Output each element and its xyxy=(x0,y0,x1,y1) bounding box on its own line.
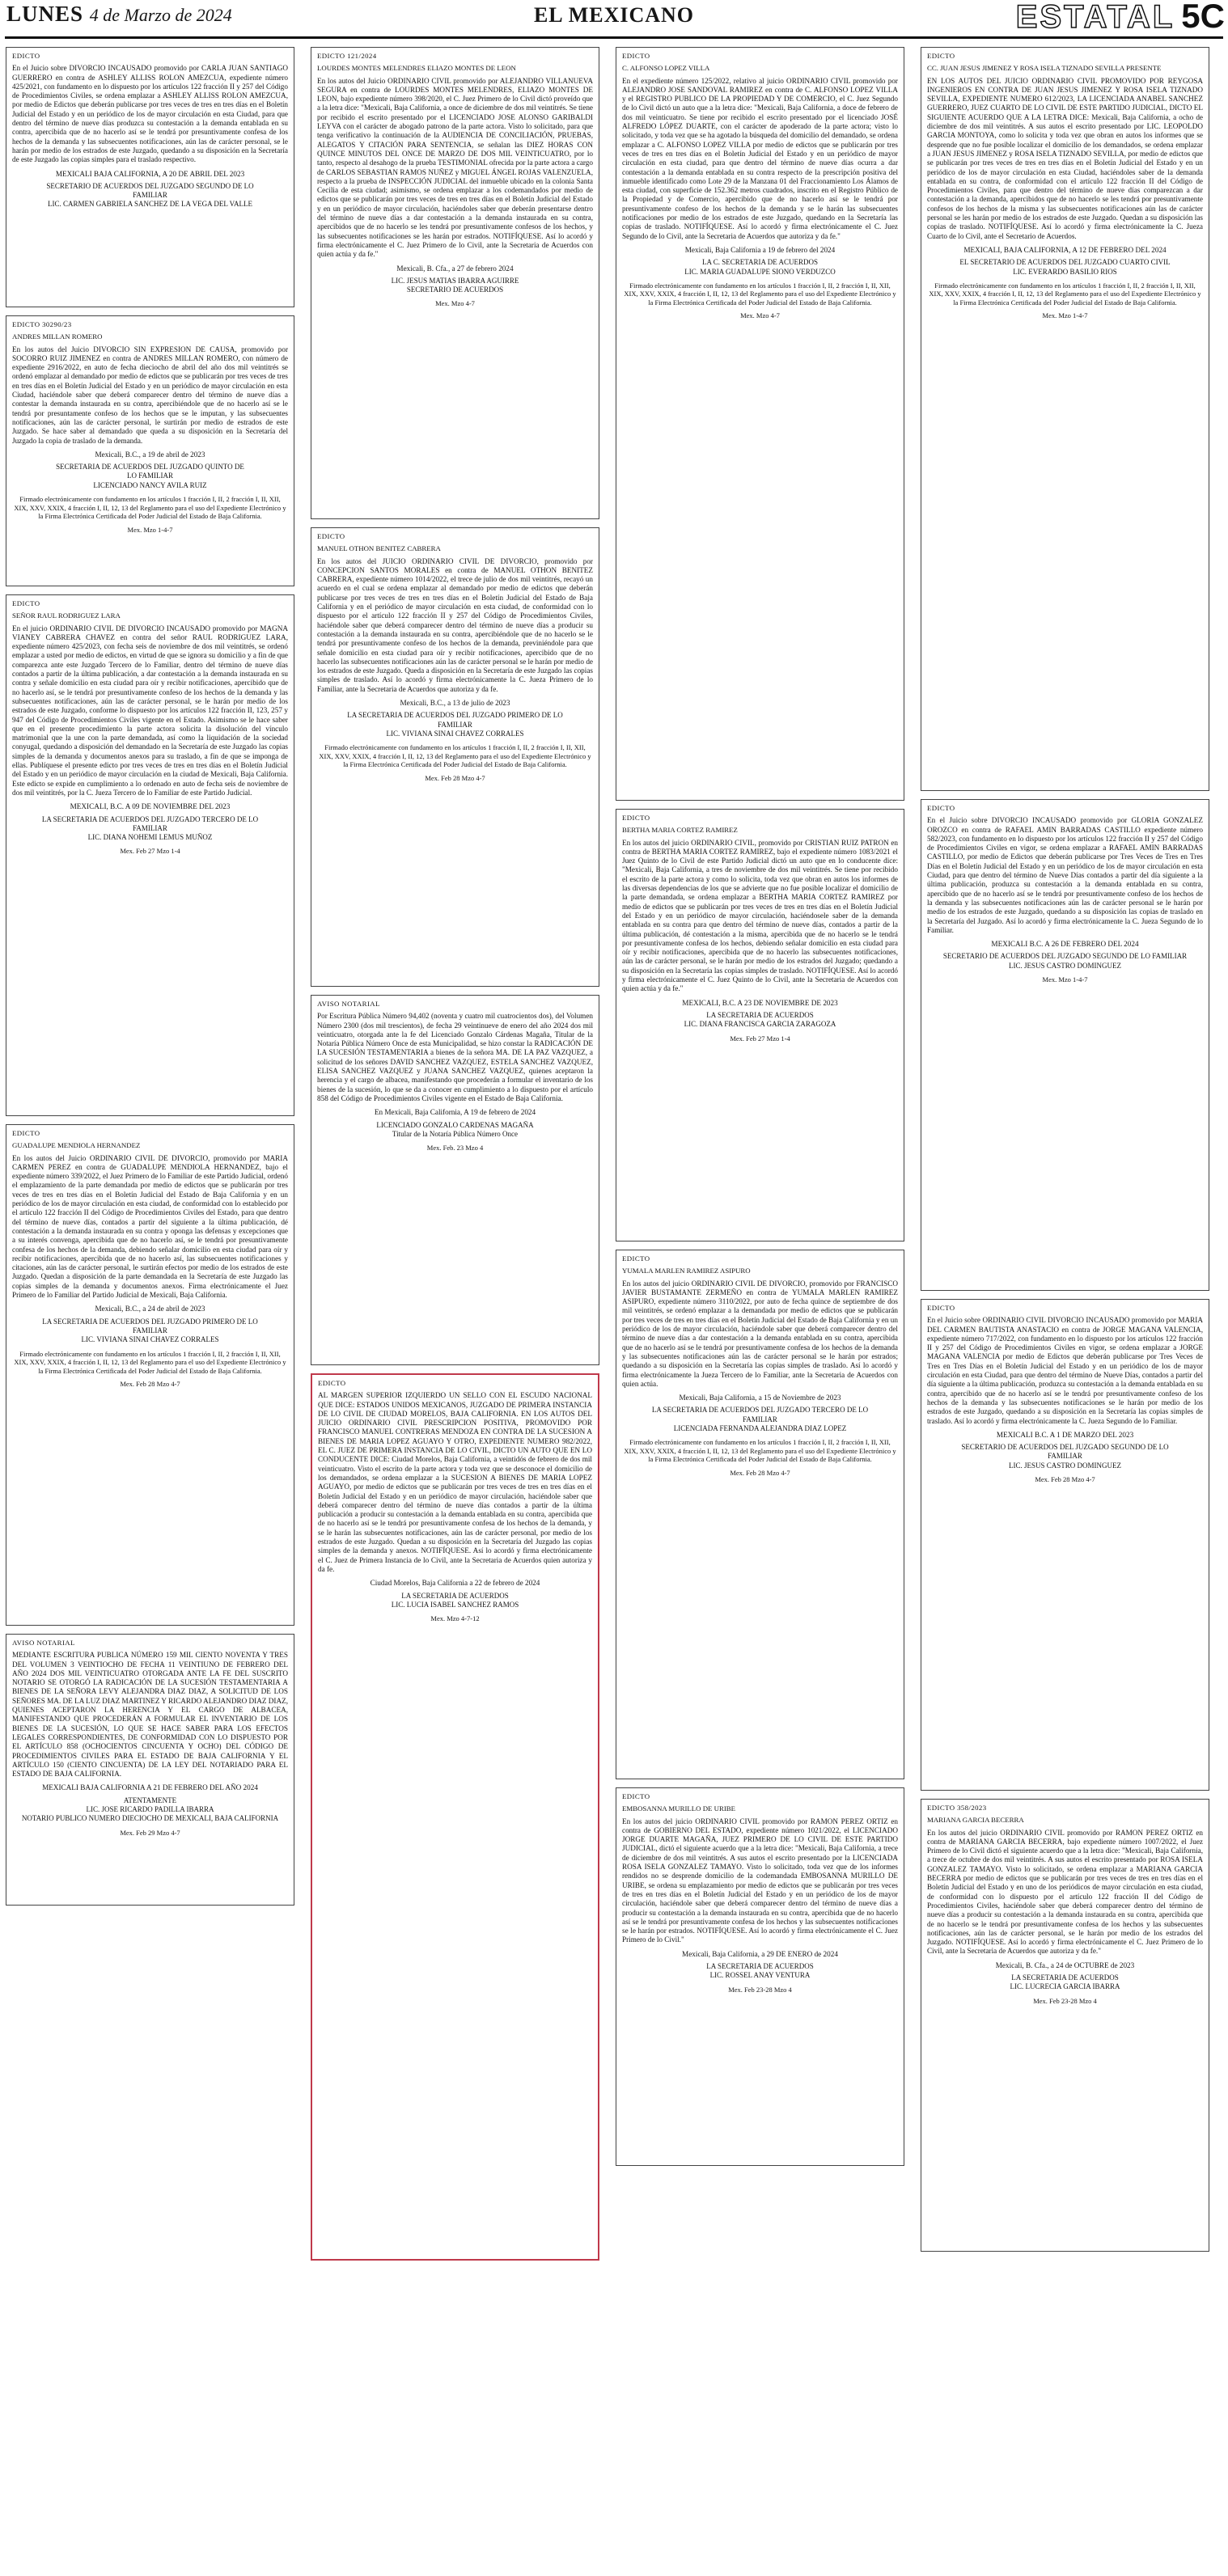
publication-dates: Mex. Mzo 1-4-7 xyxy=(1042,311,1088,320)
notice-party: ANDRES MILLAN ROMERO xyxy=(12,332,103,341)
notice-type: EDICTO xyxy=(12,1129,40,1137)
notice-place-date: MEXICALI BAJA CALIFORNIA, A 20 DE ABRIL DEL 2023 xyxy=(55,169,245,178)
legal-notice xyxy=(921,1799,1209,2252)
signature-line: LA SECRETARIA DE ACUERDOS DEL JUZGADO TERCERO DE LO xyxy=(41,814,259,823)
notice-signature xyxy=(927,1973,1203,1992)
notice-signature xyxy=(927,952,1203,971)
notice-place-date: Mexicali, Baja California a 19 de febrero del 2024 xyxy=(684,245,836,254)
signature-line: FAMILIAR xyxy=(743,1415,777,1423)
notice-body: AL MARGEN SUPERIOR IZQUIERDO UN SELLO CON EL ESCUDO NACIONAL QUE DICE: ESTADOS UNIDOS MEXICANOS, JUZGADO DE PRIMERA INSTANCIA DE LO CIVIL DE CIUDAD MORELOS, BAJA CALIFORNIA. EN LOS AUTOS DEL JUICIO ORDINARIO CIVIL PRESCRIPCION POSITIVA, PROMOVIDO POR FRANCISCO MANUEL CONTRERAS MENDOZA EN CONTRA DE LA SUCESION A BIENES DE MARIA LOPEZ AGUAYO Y OTRO, EXPEDIENTE NUMERO 982/2022, EL C. JUEZ DE PRIMERA INSTANCIA DE LO CIVIL, DICTO UN AUTO QUE EN LO CONDUCENTE DICE: Ciudad Morelos, Baja California, a veintidós de febrero de dos mil veinticuatro. Visto el escrito de la parte actora y toda vez que se desconoce el domicilio de los demandados, se ordena emplazar a la SUCESION A BIENES DE MARIA LOPEZ AGUAYO, por medio de edictos que se publicarán por tres veces de tres en tres días en el Boletín Judicial del Estado y en un periódico de mayor circulación, haciéndole saber que deberá comparecer dentro del término de nueve días contados a partir de la última publicación a producir su contestación a la demanda entablada en su contra, apercibida que de no hacerlo así se le tendrá por presuntivamente confesa de los hechos de la demanda, y se le harán las subsecuentes notificaciones, aún las de carácter personal, por medio de los estrados de este Juzgado. Quedan a su disposición en la Secretaría del Juzgado las copias simples de la demanda y anexos. NOTIFÍQUESE. Así lo acordó y firma electrónicamente el C. Juez de Primera Instancia de lo Civil, ante la Secretaria de Acuerdos quien autoriza y da fe. xyxy=(318,1391,592,1573)
publication-dates: Mex. Feb 28 Mzo 4-7 xyxy=(120,1380,180,1389)
publication-dates: Mex. Feb 27 Mzo 1-4 xyxy=(730,1034,790,1043)
signature-line: LIC. JESUS CASTRO DOMINGUEZ xyxy=(1008,961,1121,970)
notice-party: MARIANA GARCIA BECERRA xyxy=(927,1816,1024,1825)
notice-type: EDICTO 121/2024 xyxy=(317,52,377,60)
notice-signature xyxy=(622,1962,898,1981)
electronic-signature-note: Firmado electrónicamente con fundamento en los artículos 1 fracción I, II, 2 fracción I, II, XII, XIX, XXV, XXIX, 4 fracción I, II, 12, 13 del Reglamento para el uso del Expediente Electrónico y la Firma Electrónica Certificada del Poder Judicial del Estado de Baja California. xyxy=(624,1438,896,1464)
notice-place-date: En Mexicali, Baja California, A 19 de febrero de 2024 xyxy=(374,1108,536,1117)
electronic-signature-note: Firmado electrónicamente con fundamento en los artículos 1 fracción I, II, 2 fracción I, II, XII, XIX, XXV, XXIX, 4 fracción I, II, 12, 13 del Reglamento para el uso del Expediente Electrónico y la Firma Electrónica Certificada del Poder Judicial del Estado de Baja California. xyxy=(319,743,591,769)
signature-line: LIC. DIANA FRANCISCA GARCIA ZARAGOZA xyxy=(684,1020,836,1029)
publication-dates: Mex. Feb 28 Mzo 4-7 xyxy=(1035,1475,1095,1484)
notice-type: EDICTO xyxy=(12,599,40,607)
notice-type: EDICTO xyxy=(927,804,955,812)
signature-line: SECRETARIO DE ACUERDOS DEL JUZGADO SEGUNDO DE LO xyxy=(961,1443,1169,1452)
notice-body: En los autos del juicio ORDINARIO CIVIL promovido por RAMON PEREZ ORTIZ en contra de MARIANA GARCIA BECERRA, bajo expediente número 1007/2022, el Juez Primero de lo Civil dictó el siguiente acuerdo que a la letra dice: "Mexicali, Baja California, a trece de octubre de dos mil veintitrés. A sus autos el escrito presentado por ROSA ISELA GONZALEZ TAMAYO. Visto lo solicitado, se ordena emplazar a MARIANA GARCIA BECERRA por medio de edictos que se publicarán por tres veces de tres en tres días en el Boletín Judicial del Estado y en uno de los periódicos de mayor circulación en esta ciudad, de conformidad con lo dispuesto por el artículo 122 fracción II del Código de Procedimientos Civiles, haciéndole saber que deberá comparecer dentro del término de nueve días a producir su contestación a la demanda instaurada en su contra, apercibida que de no hacerlo se le tendrá por presuntivamente confesa de los hechos y las subsecuentes notificaciones, aún las de carácter personal, se le harán por medio de los estrados del Juzgado. NOTIFÍQUESE. Así lo acordó y firma electrónicamente el C. Juez Primero de lo Civil, ante la Secretaria de Acuerdos que autoriza y da fe." xyxy=(927,1828,1203,1956)
notice-type: EDICTO xyxy=(318,1379,346,1387)
signature-line: LIC. JESUS MATIAS IBARRA AGUIRRE xyxy=(391,276,519,285)
notice-type: AVISO NOTARIAL xyxy=(12,1639,75,1647)
notice-body: En los autos del JUICIO ORDINARIO CIVIL DE DIVORCIO, promovido por CONCEPCION SANTOS MORALES en contra de MANUEL OTHON BENITEZ CABRERA, expediente número 1014/2022, el trece de julio de dos mil veintitrés, recayó un acuerdo en el cual se ordena emplazar al demandado por medio de edictos que deberán publicarse por tres veces de tres en tres días en el Boletín Judicial del Estado de Baja California y en el periódico de mayor circulación en esta ciudad, de conformidad con lo dispuesto por el artículo 122 fracción II y 257 del Código de Procedimientos Civiles, haciéndole saber que deberá comparecer dentro del término de nueve días a producir su contestación a la demanda instaurada en su contra, apercibiéndole que de no hacerlo se le tendrá por presuntivamente confeso de los hechos de la demanda, previniéndole para que señale domicilio en esta ciudad para oír y recibir notificaciones, apercibido que de no hacerlo las subsecuentes notificaciones aún las de carácter personal se le harán por medio de los estrados de este Juzgado. Queda a disposición en la Secretaría de este Juzgado las copias simples de traslado. Así lo acordó y firma electrónicamente la C. Jueza Primero de lo Familiar, ante la Secretaria de Acuerdos que autoriza y da fe. xyxy=(317,556,593,693)
signature-line: SECRETARIA DE ACUERDOS DEL JUZGADO QUINTO DE xyxy=(56,463,244,472)
signature-line: LICENCIADA FERNANDA ALEJANDRA DIAZ LOPEZ xyxy=(673,1424,847,1433)
legal-notice xyxy=(6,1124,294,1626)
publication-dates: Mex. Feb 28 Mzo 4-7 xyxy=(425,773,485,782)
notice-signature xyxy=(12,182,288,209)
section-name: ESTATAL xyxy=(1015,0,1175,35)
notice-type: EDICTO xyxy=(622,1792,650,1800)
column-2 xyxy=(311,47,599,2569)
notice-party: BERTHA MARIA CORTEZ RAMIREZ xyxy=(622,826,738,835)
legal-notice xyxy=(921,1299,1209,1791)
newspaper-name: EL MEXICANO xyxy=(533,3,695,27)
publication-dates: Mex. Mzo 4-7 xyxy=(740,311,780,320)
electronic-signature-note: Firmado electrónicamente con fundamento en los artículos 1 fracción I, II, 2 fracción I, II, XII, XIX, XXV, XXIX, 4 fracción I, II, 12, 13 del Reglamento para el uso del Expediente Electrónico y la Firma Electrónica Certificada del Poder Judicial del Estado de Baja California. xyxy=(929,281,1201,307)
notice-place-date: MEXICALI, B.C. A 09 DE NOVIEMBRE DEL 2023 xyxy=(70,802,231,811)
notice-body: EN LOS AUTOS DEL JUICIO ORDINARIO CIVIL PROMOVIDO POR REYGOSA INGENIEROS EN CONTRA DE JUAN JESUS JIMENEZ Y ROSA ISELA TIZNADO SEVILLA, EXPEDIENTE NUMERO 612/2023, LA LICENCIADA ANABEL SANCHEZ GUERRERO, JUEZ CUARTO DE LO CIVIL DE ESTE PARTIDO JUDICIAL, DICTO EL SIGUIENTE ACUERDO QUE A LA LETRA DICE: Mexicali, Baja California, a ocho de diciembre de dos mil veintitrés. A sus autos el escrito presentado por LIC. LEOPOLDO GARCIA MONTOYA, como lo solicita y toda vez que obran en autos los informes que se desprende que no fue posible localizar el domicilio de los demandados, se ordena emplazar a JUAN JESUS JIMENEZ y ROSA ISELA TIZNADO SEVILLA, por medio de edictos que se publicarán por tres veces de tres en tres días en el Boletín Judicial del Estado y en un periódico de los de mayor circulación en esta Ciudad, haciéndoles saber de la demanda entablada en su contra, de conformidad con el artículo 122 fracción II del Código de Procedimientos Civiles, para que dentro del término de nueve días comparezcan a dar contestación a la demanda, apercibidos que de no hacerlo se les tendrá por presuntivamente confesos de los hechos de la misma y las subsecuentes notificaciones aún las de carácter personal se les harán por medio de los estrados de este Juzgado. Quedan a su disposición las copias de traslado. NOTIFÍQUESE. Así lo acordó y firma electrónicamente la C. Jueza Cuarto de lo Civil, ante el Secretario de Acuerdos. xyxy=(927,76,1203,240)
notice-party: EMBOSANNA MURILLO DE URIBE xyxy=(622,1804,736,1813)
notice-type: EDICTO xyxy=(622,1254,650,1263)
notice-signature xyxy=(318,1592,592,1610)
signature-line: NOTARIO PUBLICO NUMERO DIECIOCHO DE MEXICALI, BAJA CALIFORNIA xyxy=(21,1814,279,1823)
notice-type: EDICTO xyxy=(12,52,40,60)
notice-party: YUMALA MARLEN RAMIREZ ASIPURO xyxy=(622,1267,751,1275)
signature-line: LO FAMILIAR xyxy=(126,472,174,480)
signature-line: LIC. VIVIANA SINAI CHAVEZ CORRALES xyxy=(386,729,524,738)
signature-line: LIC. ROSSEL ANAY VENTURA xyxy=(709,1971,811,1980)
publication-dates: Mex. Mzo 4-7 xyxy=(435,299,475,308)
notice-party: GUADALUPE MENDIOLA HERNANDEZ xyxy=(12,1141,141,1150)
signature-line: LA SECRETARIA DE ACUERDOS DEL JUZGADO TERCERO DE LO xyxy=(651,1406,869,1415)
signature-line: SECRETARIO DE ACUERDOS xyxy=(406,286,504,294)
electronic-signature-note: Firmado electrónicamente con fundamento en los artículos 1 fracción I, II, 2 fracción I, II, XII, XIX, XXV, XXIX, 4 fracción I, II, 12, 13 del Reglamento para el uso del Expediente Electrónico y la Firma Electrónica Certificada del Poder Judicial del Estado de Baja California. xyxy=(14,1349,286,1375)
signature-line: LIC. LUCIA ISABEL SANCHEZ RAMOS xyxy=(391,1600,519,1609)
legal-notice xyxy=(6,47,294,307)
notice-body: En los autos del Juicio DIVORCIO SIN EXPRESION DE CAUSA, promovido por SOCORRO RUIZ JIMENEZ en contra de ANDRES MILLAN ROMERO, con número de expediente 2916/2022, en auto de fecha dieciocho de abril del año dos mil veintitrés se ordenó emplazar al demandado por medio de edictos que se publicarán por tres veces de tres en tres días en el Boletín Judicial del Estado y en un periódico de mayor circulación en esta Ciudad, haciéndole saber que deberá comparecer dentro del término de nueve días a contestar la demanda instaurada en su contra, apercibiéndole que de no hacerlo así se le tendrá por presuntamente confeso de los hechos que se le imputan, y las subsecuentes notificaciones, aún las de carácter personal, le surtirán por medio de estrados de este Juzgado. Se hace saber al demandado que queda a su disposición en la Secretaría del Juzgado la copia de traslado de la demanda. xyxy=(12,345,288,445)
column-1 xyxy=(6,47,294,2569)
signature-line: FAMILIAR xyxy=(133,823,167,832)
notice-party: C. ALFONSO LOPEZ VILLA xyxy=(622,64,710,73)
notice-place-date: Mexicali, B.C., a 19 de abril de 2023 xyxy=(95,450,205,459)
notice-body: En el juicio ORDINARIO CIVIL DE DIVORCIO INCAUSADO promovido por MAGNA VIANEY CABRERA CHAVEZ en contra del señor RAUL RODRIGUEZ LARA, expediente número 425/2023, con fecha seis de noviembre de dos mil veintitrés, se ordenó emplazar a usted por medio de edictos, en virtud de que se ignora su domicilio y a fin de que comparezca ante este Juzgado Tercero de lo Familiar, dentro del término de nueve días contados a partir de la última publicación, a dar contestación a la demanda instaurada en su contra y señale domicilio en esta ciudad para oír y recibir notificaciones, apercibido que de no hacerlo así, se le tendrá por presuntivamente confeso de los hechos de la demanda y las subsecuentes notificaciones, aún las de carácter personal, se le harán por medio de los estrados de este Juzgado, conforme lo dispuesto por los artículos 122 fracción II, 123, 257 y 947 del Código de Procedimientos Civiles vigente en el Estado. Asimismo se le hace saber que en el presente procedimiento la parte actora solicita la disolución del vínculo matrimonial que la une con la parte demandada, así como la liquidación de la sociedad conyugal, quedando a disposición del demandado en la Secretaría de este Juzgado las copias simples de la demanda y documentos anexos para su traslado, a fin de que se imponga de ellas. Publíquese el presente edicto por tres veces de tres en tres días en el Boletín Judicial del Estado y en un periódico de mayor circulación en la ciudad de Mexicali, Baja California. Este edicto se expide en cumplimiento a lo ordenado en auto de fecha seis de noviembre de dos mil veintitrés, por la C. Jueza Tercero de lo Familiar de este Partido Judicial. xyxy=(12,624,288,797)
notice-type: EDICTO 30290/23 xyxy=(12,320,72,328)
signature-line: EL SECRETARIO DE ACUERDOS DEL JUZGADO CUARTO CIVIL xyxy=(959,258,1171,267)
notice-type: EDICTO xyxy=(317,532,345,540)
publication-dates: Mex. Feb. 23 Mzo 4 xyxy=(426,1144,484,1153)
notice-type: EDICTO xyxy=(622,814,650,822)
notice-signature xyxy=(622,1406,898,1433)
notice-signature xyxy=(12,1318,288,1345)
signature-line: Titular de la Notaría Pública Número Once xyxy=(392,1129,519,1138)
signature-line: LICENCIADO NANCY AVILA RUIZ xyxy=(93,480,207,489)
notice-body: En el Juicio sobre DIVORCIO INCAUSADO promovido por GLORIA GONZALEZ OROZCO en contra de RAFAEL AMIN BARRADAS CASTILLO expediente número 582/2023, con fundamento en lo dispuesto por los artículos 122 fracción II y 257 del Código de Procedimientos Civiles en vigor, se ordena emplazar a RAFAEL AMIN BARRADAS CASTILLO, por medio de Edictos que deberán publicarse por Tres Veces de Tres en Tres Días en el Boletín Judicial del Estado y en un periódico de los de mayor circulación en esta Ciudad, para que dentro del término de Nueve Días contados a partir del día siguiente a la última publicación, produzca su contestación a la demanda entablada en su contra, apercibido que de no hacerlo así se le tendrá por presuntivamente confeso de los hechos de la demanda y las subsecuentes notificaciones aún las de carácter personal se le harán por medio de los estrados de este Juzgado, quedando a su disposición las copias de traslado en la Secretaría del Juzgado. Así lo acordó y firma electrónicamente la C. Jueza Segundo de lo Familiar. xyxy=(927,816,1203,934)
notice-place-date: Mexicali, B.C., a 24 de abril de 2023 xyxy=(95,1305,205,1313)
notice-place-date: MEXICALI B.C. A 26 DE FEBRERO DEL 2024 xyxy=(991,940,1139,949)
signature-line: LIC. LUCRECIA GARCIA IBARRA xyxy=(1010,1982,1120,1991)
signature-line: LA SECRETARIA DE ACUERDOS xyxy=(706,1962,814,1971)
legal-notice xyxy=(6,594,294,1116)
legal-notice xyxy=(311,47,599,519)
signature-line: SECRETARIO DE ACUERDOS DEL JUZGADO SEGUNDO DE LO xyxy=(46,181,254,190)
notice-place-date: Ciudad Morelos, Baja California a 22 de febrero de 2024 xyxy=(370,1579,540,1588)
legal-notice xyxy=(616,809,904,1241)
notice-type: EDICTO xyxy=(927,1304,955,1312)
publication-dates: Mex. Mzo 4-7-12 xyxy=(430,1614,480,1623)
legal-notice xyxy=(616,1250,904,1779)
signature-line: LIC. JOSE RICARDO PADILLA IBARRA xyxy=(86,1805,214,1814)
legal-notice xyxy=(311,995,599,1365)
notice-type: EDICTO xyxy=(927,52,955,60)
masthead-date-text: 4 de Marzo de 2024 xyxy=(89,5,232,25)
notice-signature xyxy=(317,711,593,738)
section-header xyxy=(1016,0,1225,36)
notice-party: MANUEL OTHON BENITEZ CABRERA xyxy=(317,544,441,553)
notice-body: MEDIANTE ESCRITURA PUBLICA NÚMERO 159 MIL CIENTO NOVENTA Y TRES DEL VOLUMEN 3 VEINTIOCHO DE FECHA 11 VEINTIUNO DE FEBRERO DEL AÑO 2024 DOS MIL VEINTICUATRO OTORGADA ANTE LA FE DEL SUSCRITO NOTARIO SE OTORGÓ LA RADICACIÓN DE LA SUCESIÓN TESTAMENTARIA A BIENES DE LA SEÑORA LEVY ALEJANDRA DIAZ DIAZ, A SOLICITUD DE LOS SEÑORES MA. DE LA LUZ DIAZ MARTINEZ Y RICARDO ALEJANDRO DIAZ DIAZ, QUIENES ACEPTARON LA HERENCIA Y EL CARGO DE ALBACEA, MANIFESTANDO QUE PROCEDERÁN A FORMULAR EL INVENTARIO DE LOS BIENES DE LA SUCESIÓN, LO QUE SE HACE SABER PARA LOS EFECTOS LEGALES CORRESPONDIENTES, DE CONFORMIDAD CON LO DISPUESTO POR EL ARTÍCULO 858 (OCHOCIENTOS CINCUENTA Y OCHO) DEL CÓDIGO DE PROCEDIMIENTOS CIVILES PARA EL ESTADO DE BAJA CALIFORNIA Y EL ARTÍCULO 150 (CIENTO CINCUENTA) DE LA LEY DEL NOTARIADO PARA EL ESTADO DE BAJA CALIFORNIA. xyxy=(12,1651,288,1779)
signature-line: LIC. DIANA NOHEMI LEMUS MUÑOZ xyxy=(87,833,213,842)
notice-place-date: Mexicali, Baja California, a 15 de Noviembre de 2023 xyxy=(679,1394,841,1402)
legal-notice xyxy=(616,47,904,801)
publication-dates: Mex. Feb 23-28 Mzo 4 xyxy=(728,1985,792,1994)
signature-line: LICENCIADO GONZALO CARDENAS MAGAÑA xyxy=(376,1120,534,1129)
notice-type: EDICTO 358/2023 xyxy=(927,1804,987,1812)
legal-notice xyxy=(311,1373,599,2261)
signature-line: FAMILIAR xyxy=(438,720,472,729)
notice-signature xyxy=(12,815,288,843)
notice-type: AVISO NOTARIAL xyxy=(317,1000,380,1008)
legal-notice xyxy=(6,1634,294,1906)
notice-type: EDICTO xyxy=(622,52,650,60)
legal-notice xyxy=(311,527,599,987)
notice-place-date: MEXICALI BAJA CALIFORNIA A 21 DE FEBRERO DEL AÑO 2024 xyxy=(42,1783,258,1792)
notice-body: En los autos del juicio ORDINARIO CIVIL DE DIVORCIO, promovido por FRANCISCO JAVIER BUSTAMANTE ZERMEÑO en contra de YUMALA MARLEN RAMIREZ ASIPURO, expediente número 3110/2022, por auto de fecha quince de septiembre de dos mil veintitrés, se ordenó emplazar a la demandada por medio de edictos que se publicarán por tres veces de tres en tres días en el Boletín Judicial del Estado de Baja California y en un periódico de los de mayor circulación, haciéndole saber que deberá comparecer dentro del término de nueve días a dar contestación a la demanda entablada en su contra, apercibida que de no hacerlo así se le tendrá por presuntivamente confesa de los hechos de la demanda y las subsecuentes notificaciones aún las de carácter personal se le harán por estrados; quedando a su disposición en la Secretaría las copias simples de traslado. Así lo acordó y firma electrónicamente la Jueza Tercero de lo Familiar, ante la Secretaria de Acuerdos con quien actúa. xyxy=(622,1279,898,1388)
signature-line: FAMILIAR xyxy=(1048,1452,1082,1461)
publication-dates: Mex. Feb 23-28 Mzo 4 xyxy=(1033,1996,1097,2005)
signature-line: LIC. CARMEN GABRIELA SANCHEZ DE LA VEGA DEL VALLE xyxy=(48,200,252,209)
signature-line: LA SECRETARIA DE ACUERDOS DEL JUZGADO PRIMERO DE LO xyxy=(42,1317,258,1326)
signature-line: LIC. VIVIANA SINAI CHAVEZ CORRALES xyxy=(81,1335,219,1344)
notice-place-date: Mexicali, B. Cfa., a 27 de febrero 2024 xyxy=(396,264,514,273)
notice-place-date: MEXICALI, BAJA CALIFORNIA, A 12 DE FEBRERO DEL 2024 xyxy=(963,245,1167,254)
notice-place-date: Mexicali, Baja California, a 29 DE ENERO de 2024 xyxy=(682,1949,838,1958)
masthead xyxy=(0,0,1228,36)
notice-party: CC. JUAN JESUS JIMENEZ Y ROSA ISELA TIZNADO SEVILLA PRESENTE xyxy=(927,64,1162,73)
signature-line: LA SECRETARIA DE ACUERDOS xyxy=(706,1010,814,1019)
notice-place-date: Mexicali, B.C., a 13 de julio de 2023 xyxy=(400,699,510,708)
legal-notice xyxy=(6,315,294,586)
masthead-day: LUNES xyxy=(6,2,84,26)
electronic-signature-note: Firmado electrónicamente con fundamento en los artículos 1 fracción I, II, 2 fracción I, II, XII, XIX, XXV, XXIX, 4 fracción I, II, 12, 13 del Reglamento para el uso del Expediente Electrónico y la Firma Electrónica Certificada del Poder Judicial del Estado de Baja California. xyxy=(14,495,286,521)
signature-line: LA SECRETARIA DE ACUERDOS DEL JUZGADO PRIMERO DE LO xyxy=(347,711,563,720)
page-number: 5C xyxy=(1181,0,1225,35)
column-3 xyxy=(616,47,904,2569)
signature-line: ATENTAMENTE xyxy=(123,1796,177,1804)
signature-line: LA SECRETARIA DE ACUERDOS xyxy=(1011,1973,1119,1982)
notice-signature xyxy=(622,1011,898,1030)
notice-body: En el expediente número 125/2022, relativo al juicio ORDINARIO CIVIL promovido por ALEJANDRO JOSE SANDOVAL RAMIREZ en contra de C. ALFONSO LOPEZ VILLA y el REGISTRO PUBLICO DE LA PROPIEDAD Y DE COMERCIO, el C. Juez Segundo de lo Civil dictó un auto que a la letra dice: "Mexicali, Baja California, a doce de febrero de dos mil veinticuatro. Se tiene por recibido el escrito presentado por el licenciado JOSÉ ALFREDO LÓPEZ DUARTE, con el carácter de apoderado de la parte actora; visto lo solicitado, y toda vez que se ha agotado la búsqueda del domicilio del demandado, se ordena emplazar a C. ALFONSO LOPEZ VILLA por medio de edictos que se publicarán por tres veces de tres en tres días en el Boletín Judicial del Estado y en un periódico de mayor circulación en esta ciudad, para que dentro del término de nueve días ocurra a dar contestación a la demanda entablada en su contra respecto de la prescripción positiva del inmueble identificado como Lote 29 de la Manzana 01 del Fraccionamiento Los Álamos de esta ciudad, con superficie de 152.362 metros cuadrados, inscrito en el Registro Público de la Propiedad y de Comercio, apercibido que de no hacerlo así se le tendrá por presuntivamente confeso de los hechos de la demanda y se le harán las subsecuentes notificaciones por medio de los estrados de este Juzgado, quedando en la Secretaría las copias de traslado. NOTIFÍQUESE. Así lo acordó y firma electrónicamente el C. Juez Segundo de lo Civil, ante la Secretaria de Acuerdos que autoriza y da fe." xyxy=(622,76,898,240)
notice-body: Por Escritura Pública Número 94,402 (noventa y cuatro mil cuatrocientos dos), del Volumen Número 2300 (dos mil trescientos), de fecha 29 veintinueve de enero del año 2024 dos mil veinticuatro, otorgada ante la fe del Licenciado Gonzalo Cárdenas Magaña, Titular de la Notaría Pública Número Once de esta Municipalidad, se hizo constar la RADICACIÓN DE LA SUCESIÓN TESTAMENTARIA a bienes de la señora MA. DE LA PAZ VAZQUEZ, a solicitud de los señores DAVID SANCHEZ VAZQUEZ, ESTELA SANCHEZ VAZQUEZ, ELISA SANCHEZ VAZQUEZ y JUANA SANCHEZ VAZQUEZ, quienes aceptaron la herencia y el cargo de albacea, manifestando que procederán a formular el inventario de los bienes de la sucesión, lo que se da a conocer en cumplimiento a lo dispuesto por el artículo 858 del Código de Procedimientos Civiles vigente en el Estado de Baja California. xyxy=(317,1012,593,1102)
notice-signature xyxy=(927,1443,1203,1470)
notice-body: En los autos del juicio ORDINARIO CIVIL promovido por RAMON PEREZ ORTIZ en contra de GOBIERNO DEL ESTADO, expediente número 1021/2022, el LICENCIADO JORGE DUARTE MAGAÑA, JUEZ PRIMERO DE LO CIVIL DE ESTE PARTIDO JUDICIAL, dictó el siguiente acuerdo que a la letra dice: "Mexicali, Baja California, a trece de diciembre de dos mil veintitrés. A sus autos el escrito presentado por la LICENCIADA ROSA ISELA GONZALEZ TAMAYO. Visto lo solicitado, toda vez que de los informes rendidos no se desprende domicilio de la codemandada EMBOSANNA MURILLO DE URIBE, se ordena su emplazamiento por medio de edictos que se publicarán por tres veces de tres en tres días en el Boletín Judicial del Estado y en un periódico de los de mayor circulación, haciéndole saber que deberá comparecer dentro del término de nueve días a producir su contestación a la demanda instaurada en su contra, apercibida que de no hacerlo así se le tendrá por presuntivamente confesa de los hechos y las subsecuentes notificaciones se le harán por estrados. NOTIFÍQUESE. Así lo acordó y firma electrónicamente el C. Juez Primero de lo Civil." xyxy=(622,1817,898,1944)
notice-body: En el Juicio sobre ORDINARIO CIVIL DIVORCIO INCAUSADO promovido por MARIA DEL CARMEN BAUTISTA ANASTACIO en contra de JORGE MAGANA VALENCIA, expediente número 717/2022, con fundamento en lo dispuesto por los artículos 122 fracción II y 257 del Código de Procedimientos Civiles en vigor, se ordena emplazar a JORGE MAGANA VALENCIA por medio de Edictos que deberán publicarse por Tres Veces de Tres en Tres Días en el Boletín Judicial del Estado y en un periódico de los de mayor circulación en esta Ciudad, para que dentro del término de Nueve Días, contados a partir del día siguiente a la última publicación, produzca su contestación a la demanda entablada en su contra, apercibido que de no hacerlo así se le tendrá por presuntivamente confeso de los hechos de la demanda y las subsecuentes notificaciones se le harán por medio de los estrados de este Juzgado, quedando a su disposición en la Secretaría las copias simples de traslado. Así lo acordó y firma electrónicamente la C. Jueza Segundo de lo Familiar. xyxy=(927,1316,1203,1425)
notice-place-date: MEXICALI, B.C. A 23 DE NOVIEMBRE DE 2023 xyxy=(682,998,838,1007)
legal-notice xyxy=(616,1787,904,2166)
notice-signature xyxy=(12,463,288,490)
notice-body: En el Juicio sobre DIVORCIO INCAUSADO promovido por CARLA JUAN SANTIAGO GUERRERO en contra de ASHLEY ALLISS ROLON AMEZCUA, expediente número 425/2021, con fundamento en lo dispuesto por los artículos 122 fracción II y 257 del Código de Procedimientos Civiles, se ordena emplazar a ASHLEY ALLISS ROLON AMEZCUA, por medio de Edictos que deberán publicarse por tres veces de tres en tres días en el Boletín Judicial del Estado y en un periódico de los de mayor circulación en esta Ciudad, para que dentro del término de nueve días produzca su contestación a la demanda entablada en su contra, apercibida que de no hacerlo así se le tendrá por presuntivamente confesa de los hechos de la demanda y las subsecuentes notificaciones, aún las de carácter personal, se le harán por medio de los estrados de este Juzgado, quedando a su disposición en la Secretaría de este Juzgado las copias simples para el traslado respectivo. xyxy=(12,64,288,164)
signature-line: LIC. JESUS CASTRO DOMINGUEZ xyxy=(1008,1461,1121,1470)
publication-dates: Mex. Feb 27 Mzo 1-4 xyxy=(120,847,180,856)
publication-dates: Mex. Feb 28 Mzo 4-7 xyxy=(730,1468,790,1477)
signature-line: LA C. SECRETARIA DE ACUERDOS xyxy=(701,258,819,267)
notice-signature xyxy=(622,258,898,277)
signature-line: FAMILIAR xyxy=(133,191,167,200)
publication-dates: Mex. Mzo 1-4-7 xyxy=(1042,975,1088,984)
notice-signature xyxy=(317,1121,593,1140)
publication-dates: Mex. Feb 29 Mzo 4-7 xyxy=(120,1828,180,1837)
electronic-signature-note: Firmado electrónicamente con fundamento en los artículos 1 fracción I, II, 2 fracción I, II, XII, XIX, XXV, XXIX, 4 fracción I, II, 12, 13 del Reglamento para el uso del Expediente Electrónico y la Firma Electrónica Certificada del Poder Judicial del Estado de Baja California. xyxy=(624,281,896,307)
legal-notice xyxy=(921,799,1209,1291)
notice-signature xyxy=(12,1796,288,1824)
signature-line: SECRETARIO DE ACUERDOS DEL JUZGADO SEGUNDO DE LO FAMILIAR xyxy=(942,952,1188,961)
notice-party: SEÑOR RAUL RODRIGUEZ LARA xyxy=(12,611,121,620)
legal-notice xyxy=(921,47,1209,791)
publication-dates: Mex. Mzo 1-4-7 xyxy=(127,525,173,534)
notice-body: En los autos del Juicio ORDINARIO CIVIL promovido por ALEJANDRO VILLANUEVA SEGURA en contra de LOURDES MONTES MELENDRES, ELIAZO MONTES DE LEON, bajo expediente número 398/2020, el C. Juez Primero de lo Civil dictó proveído que a la letra dice: "Mexicali, Baja California, a once de diciembre de dos mil veintitrés. Se tiene por recibido el escrito presentado por el LICENCIADO JOSE ALONSO GARIBALDI LEYVA con el carácter de abogado patrono de la parte actora. Visto lo solicitado, para que tenga verificativo la continuación de la AUDIENCIA DE CONCILIACIÓN, PRUEBAS, ALEGATOS Y CITACIÓN PARA SENTENCIA, se señalan las DIEZ HORAS CON QUINCE MINUTOS DEL ONCE DE MARZO DE DOS MIL VEINTICUATRO, por lo tanto, respecto al desahogo de la prueba TESTIMONIAL ofrecida por la parte actora a cargo de CARLOS SEBASTIAN RAMOS NUÑEZ y MIGUEL ÁNGEL ROJAS VALENZUELA, respecto a la prueba de INSPECCIÓN JUDICIAL del inmueble ubicado en la colonia Santa Cecilia de esta ciudad; asimismo, se ordena emplazar a los codemandados por medio de edictos que se publicarán por tres veces de tres en tres días en el Boletín Judicial del Estado y en un periódico de mayor circulación, haciéndoles saber que deberán presentarse dentro del término de nueve días a dar contestación a la demanda instaurada en su contra, apercibidos que de no hacerlo se les tendrá por presuntivamente confesos de los hechos, y las subsecuentes notificaciones se les harán por estrados. NOTIFÍQUESE. Así lo acordó y firma electrónicamente el C. Juez Primero de lo Civil, ante la Secretaria de Acuerdos con quien actúa y da fe." xyxy=(317,76,593,259)
notice-place-date: Mexicali, B. Cfa., a 24 de OCTUBRE de 2023 xyxy=(995,1961,1135,1969)
masthead-rule xyxy=(5,36,1223,39)
signature-line: LA SECRETARIA DE ACUERDOS xyxy=(401,1591,509,1600)
signature-line: LIC. EVERARDO BASILIO RIOS xyxy=(1013,267,1117,276)
notice-place-date: MEXICALI B.C. A 1 DE MARZO DEL 2023 xyxy=(996,1430,1134,1439)
notice-party: LOURDES MONTES MELENDRES ELIAZO MONTES DE LEON xyxy=(317,64,516,73)
signature-line: FAMILIAR xyxy=(133,1326,167,1335)
notice-signature xyxy=(927,258,1203,277)
notice-signature xyxy=(317,277,593,295)
notice-body: En los autos del Juicio ORDINARIO CIVIL DE DIVORCIO, promovido por MARIA CARMEN PEREZ en contra de GUADALUPE MENDIOLA HERNANDEZ, bajo el expediente número 339/2022, el Juez Primero de lo Familiar de este Partido Judicial, ordenó el emplazamiento de la parte demandada por medio de edictos que se publicarán por tres veces de tres en tres días en el Boletín Judicial del Estado de Baja California y en un periódico de los de mayor circulación en esta ciudad, de conformidad con lo establecido por el artículo 122 fracción II del Código de Procedimientos Civiles del Estado, para que dentro del término de nueve días, contados a partir del siguiente a la última publicación, dé contestación a la demanda instaurada en su contra y oponga las defensas y excepciones que a su interés convenga, apercibida que de no hacerlo así, se le tendrá por presuntivamente confesa de los hechos de la demanda, debiendo señalar domicilio en esta ciudad para oír y recibir notificaciones, apercibida que de no hacerlo así, las subsecuentes notificaciones y citaciones, aún las de carácter personal, le surtirán efectos por medio de los estrados de este Juzgado. Quedan a disposición de la parte demandada en la Secretaría de este Juzgado las copias simples de la demanda y documentos anexos. Firma electrónicamente el Juez Primero de lo Familiar del Partido Judicial de Mexicali, Baja California. xyxy=(12,1153,288,1300)
column-4 xyxy=(921,47,1209,2569)
notice-body: En los autos del juicio ORDINARIO CIVIL, promovido por CRISTIAN RUIZ PATRON en contra de BERTHA MARIA CORTEZ RAMIREZ, bajo el expediente número 1083/2021 el Juez Quinto de lo Civil de este Partido Judicial dictó un auto que en lo conducente dice: "Mexicali, Baja California, a tres de noviembre de dos mil veintitrés. Se tiene por recibido el escrito de la parte actora y como lo solicita, toda vez que obran en autos los informes de las diversas dependencias de los que se advierte que no fue posible localizar el domicilio de la parte demandada, se ordena emplazar a BERTHA MARIA CORTEZ RAMIREZ por medio de edictos que se publicarán por tres veces de tres en tres días en el Boletín Judicial del Estado y en un periódico de mayor circulación, haciéndosele saber de la demanda entablada en su contra para que dentro del término de nueve días, contados a partir de la última publicación, dé contestación a la misma, apercibida que de no hacerlo se le tendrá por presuntivamente confesa de los hechos, debiendo señalar domicilio en esta ciudad para oír y recibir notificaciones, apercibida que de no hacerlo las subsecuentes notificaciones, aún las de carácter personal, se le harán por medio de los estrados del Juzgado; quedando a su disposición en la Secretaría las copias simples de traslado. NOTIFÍQUESE. Así lo acordó y firma electrónicamente el C. Juez Quinto de lo Civil, ante la Secretaria de Acuerdos con quien actúa y da fe." xyxy=(622,838,898,993)
signature-line: LIC. MARIA GUADALUPE SIONO VERDUZCO xyxy=(684,267,836,276)
